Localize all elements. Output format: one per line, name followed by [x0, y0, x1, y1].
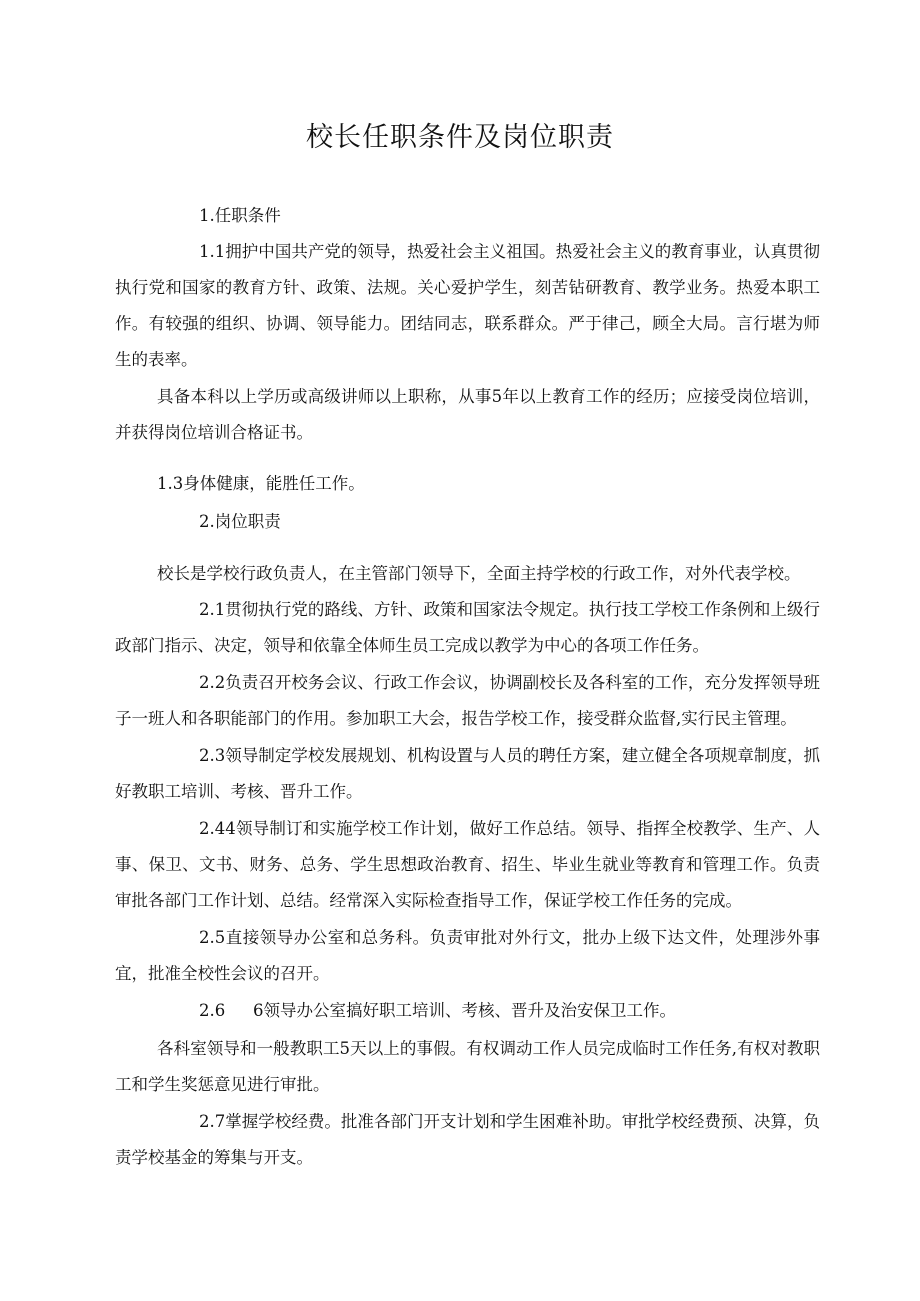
paragraph-text: 6领导办公室搞好职工培训、考核、晋升及治安保卫工作。 [253, 1001, 676, 1020]
paragraph-2-7 [115, 1104, 820, 1176]
clause-number: 2.2 [199, 673, 226, 692]
paragraph-1-2 [115, 379, 820, 451]
paragraph-2-2 [115, 665, 820, 737]
paragraph-text: 4领导制订和实施学校工作计划，做好工作总结。领导、指挥全校教学、生产、人事、保卫、文书、财务、总务、学生思想政治教育、招生、毕业生就业等教育和管理工作。负责审批各部门工作计划、总结。经常深入实际检查指导工作，保证学校工作任务的完成。 [115, 819, 820, 910]
section-heading-qualifications [115, 198, 820, 234]
paragraph-text: 拥护中国共产党的领导，热爱社会主义祖国。热爱社会主义的教育事业，认真贯彻执行党和国家的教育方针、政策、法规。关心爱护学生，刻苦钻研教育、教学业务。热爱本职工作。有较强的组织、协调、领导能力。团结同志，联系群众。严于律己，顾全大局。言行堪为师生的表率。 [115, 242, 820, 369]
paragraph-text: 校长是学校行政负责人，在主管部门领导下，全面主持学校的行政工作，对外代表学校。 [157, 564, 801, 583]
clause-number: 2.5 [199, 928, 226, 947]
paragraph-1-3 [115, 466, 820, 502]
paragraph-1-1 [115, 234, 820, 378]
clause-number: 2.3 [199, 746, 226, 765]
paragraph-2-1 [115, 592, 820, 664]
paragraph-text: 负责召开校务会议、行政工作会议，协调副校长及各科室的工作，充分发挥领导班子一班人和各职能部门的作用。参加职工大会，报告学校工作，接受群众监督,实行民主管理。 [115, 673, 820, 728]
section-number: 2 [199, 512, 210, 531]
paragraph-text: 直接领导办公室和总务科。负责审批对外行文，批办上级下达文件，处理涉外事宜，批准全校性会议的召开。 [115, 928, 820, 983]
paragraph-2-6-continued [115, 1031, 820, 1103]
section-heading-text: .任职条件 [209, 206, 281, 225]
section-heading-duties [115, 504, 820, 540]
document-title: 校长任职条件及岗位职责 [306, 122, 614, 153]
section-heading-text: .岗位职责 [209, 512, 281, 531]
paragraph-2-4 [115, 811, 820, 919]
clause-number: 1.1 [199, 242, 226, 261]
paragraph-2-intro [115, 556, 820, 592]
paragraph-2-6 [115, 993, 820, 1029]
clause-number: 2.1 [199, 600, 226, 619]
paragraph-2-5 [115, 920, 820, 992]
section-number: 1 [199, 206, 210, 225]
paragraph-text: 贯彻执行党的路线、方针、政策和国家法令规定。执行技工学校工作条例和上级行政部门指示、决定，领导和依靠全体师生员工完成以教学为中心的各项工作任务。 [115, 600, 820, 655]
paragraph-text: 1.3身体健康，能胜任工作。 [157, 474, 365, 493]
paragraph-text: 掌握学校经费。批准各部门开支计划和学生困难补助。审批学校经费预、决算，负责学校基金的筹集与开支。 [115, 1112, 820, 1167]
paragraph-text: 各科室领导和一般教职工5天以上的事假。有权调动工作人员完成临时工作任务,有权对教职工和学生奖惩意见进行审批。 [115, 1039, 820, 1094]
paragraph-text: 具备本科以上学历或高级讲师以上职称，从事5年以上教育工作的经历；应接受岗位培训，并获得岗位培训合格证书。 [115, 387, 820, 442]
clause-number: 2.4 [199, 819, 226, 838]
clause-number: 2.6 [199, 1001, 226, 1020]
paragraph-text: 领导制定学校发展规划、机构设置与人员的聘任方案，建立健全各项规章制度，抓好教职工培训、考核、晋升工作。 [115, 746, 820, 801]
clause-number: 2.7 [199, 1112, 226, 1131]
paragraph-2-3 [115, 738, 820, 810]
